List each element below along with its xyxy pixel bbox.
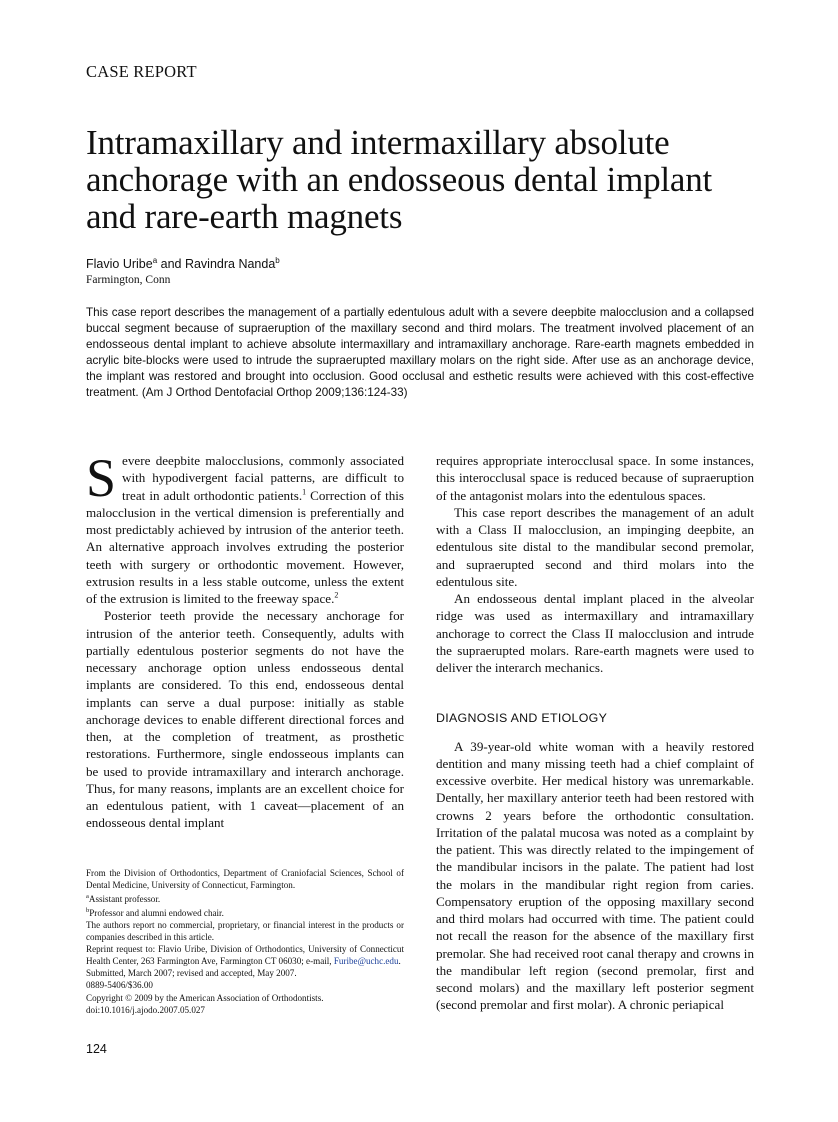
body-paragraph: requires appropriate interocclusal space. In some instances, this interocclusal space is reduced because of supraeruption of the antagonist molars into the edentulous spaces. [436,453,754,503]
article-title: Intramaxillary and intermaxillary absolute anchorage with an endosseous dental implant and rare-earth magnets [86,123,713,236]
reference-mark: 1 [302,487,307,497]
footnote-issn: 0889-5406/$36.00 [86,980,153,991]
body-paragraph: Posterior teeth provide the necessary anchorage for intrusion of the anterior teeth. Consequently, adults with partially edentulous posterior segments do not have the necessary anchorage option unless endosseous dental implants are considered. To this end, endosseous dental implants can serve a dual purpose: initially as stable anchorage devices to enable different directional forces and then, at the completion of treatment, as prosthetic restorations. Furthermore, single endosseous implants can be used to provide intramaxillary and interarch anchorage. Thus, for many reasons, implants are an excellent choice for an edentulous patient, with 1 caveat—placement of an endosseous dental implant [86,608,404,831]
footnote-copyright: Copyright © 2009 by the American Association of Orthodontists. [86,992,324,1003]
footnote-disclosure: The authors report no commercial, proprietary, or financial interest in the products or companies described in this article. [86,920,404,943]
author-location: Farmington, Conn [86,274,171,286]
footnote-text: Reprint request to: Flavio Uribe, Division of Orthodontics, University of Connecticut Health Center, 263 Farmington Ave, Farmington CT 06030; e-mail, [86,944,404,967]
section-label: CASE REPORT [86,62,197,81]
body-paragraph: A 39-year-old white woman with a heavily restored dentition and many missing teeth had a chief complaint of excessive overbite. Her medical history was unremarkable. Dentally, her maxillary anterior teeth had been restored with crowns 2 years before the orthodontic consultation. Irritation of the palatal mucosa was noted as a complaint by the patient. This was directly related to the impingement of the mandibular incisors in the palate. The patient had lost the molars in the mandibular right region from caries. Compensatory eruption of the opposing maxillary second and third molars had occurred with time. The patient could not recall the reason for the absence of the maxillary first premolar. She had received root canal therapy and crowns in the mandibular left region (second premolar, first and second molars) and the maxillary left posterior segment (second premolar and first molar). A chronic periapical [436,738,754,1013]
body-paragraph: An endosseous dental implant placed in the alveolar ridge was used as intermaxillary and intramaxillary anchorage to correct the Class II malocclusion and intrude the supraerupted molars. Rare-earth magnets were used to deliver the interarch mechanics. [436,591,754,675]
body-paragraph [86,448,405,607]
footnote-author-a [86,891,404,905]
footnotes [86,867,404,1016]
body-column-right [436,452,754,1014]
footnote-mark: b [86,907,90,915]
footnote-affiliation: From the Division of Orthodontics, Department of Craniofacial Sciences, School of Dental Medicine, University of Connecticut, Farmington. [86,868,404,891]
footnote-text: . [398,956,401,967]
paragraph-text: evere deepbite malocclusions, commonly associated with hypodivergent facial patterns, are difficult to treat in adult orthodontic patients. [122,453,404,503]
reference-mark: 2 [334,590,339,600]
body-column-left [86,448,405,832]
author-connector: and [157,257,185,272]
footnote-submitted: Submitted, March 2007; revised and accepted, May 2007. [86,968,297,979]
author-name: Flavio Uribe [86,257,153,272]
author-name: Ravindra Nanda [184,257,276,272]
page-number: 124 [86,1042,107,1056]
body-paragraph: This case report describes the management of an adult with a Class II malocclusion, an impinging deepbite, an edentulous site distal to the mandibular second premolar, and supraerupted second and third molars into the edentulous site. [436,504,754,589]
footnote-reprint [86,943,404,967]
abstract: This case report describes the management of a partially edentulous adult with a severe deepbite malocclusion and a collapsed buccal segment because of supraeruption of the maxillary second and third molars. The treatment involved placement of an endosseous dental implant to achieve absolute intermaxillary and intramaxillary anchorage. Rare-earth magnets embedded in acrylic bite-blocks were used to intrude the supraerupted maxillary molars on the right side. After use as an anchorage device, the implant was restored and brought into occlusion. Good occlusal and esthetic results were achieved with this cost-effective treatment. (Am J Orthod Dentofacial Orthop 2009;136:124-33) [86,306,754,400]
footnote-author-b [86,905,404,919]
author-affiliation-mark: b [275,256,280,265]
section-heading: DIAGNOSIS AND ETIOLOGY [436,711,608,726]
author-list [86,256,280,271]
footnote-text: Professor and alumni endowed chair. [89,908,224,919]
email-link[interactable]: Furibe@uchc.edu [333,956,399,967]
footnote-mark: a [86,893,89,901]
paragraph-text: Correction of this malocclusion in the vertical dimension is preferentially and most predictably achieved by intrusion of the anterior teeth. An alternative approach involves extruding the posterior teeth with surgery or orthodontic movement. However, extrusion results in a less stable outcome, unless the extent of the extrusion is limited to the freeway space. [86,487,405,606]
author-affiliation-mark: a [152,256,158,265]
drop-cap: S [86,448,117,508]
footnote-doi: doi:10.1016/j.ajodo.2007.05.027 [86,1004,205,1015]
footnote-text: Assistant professor. [88,894,161,905]
